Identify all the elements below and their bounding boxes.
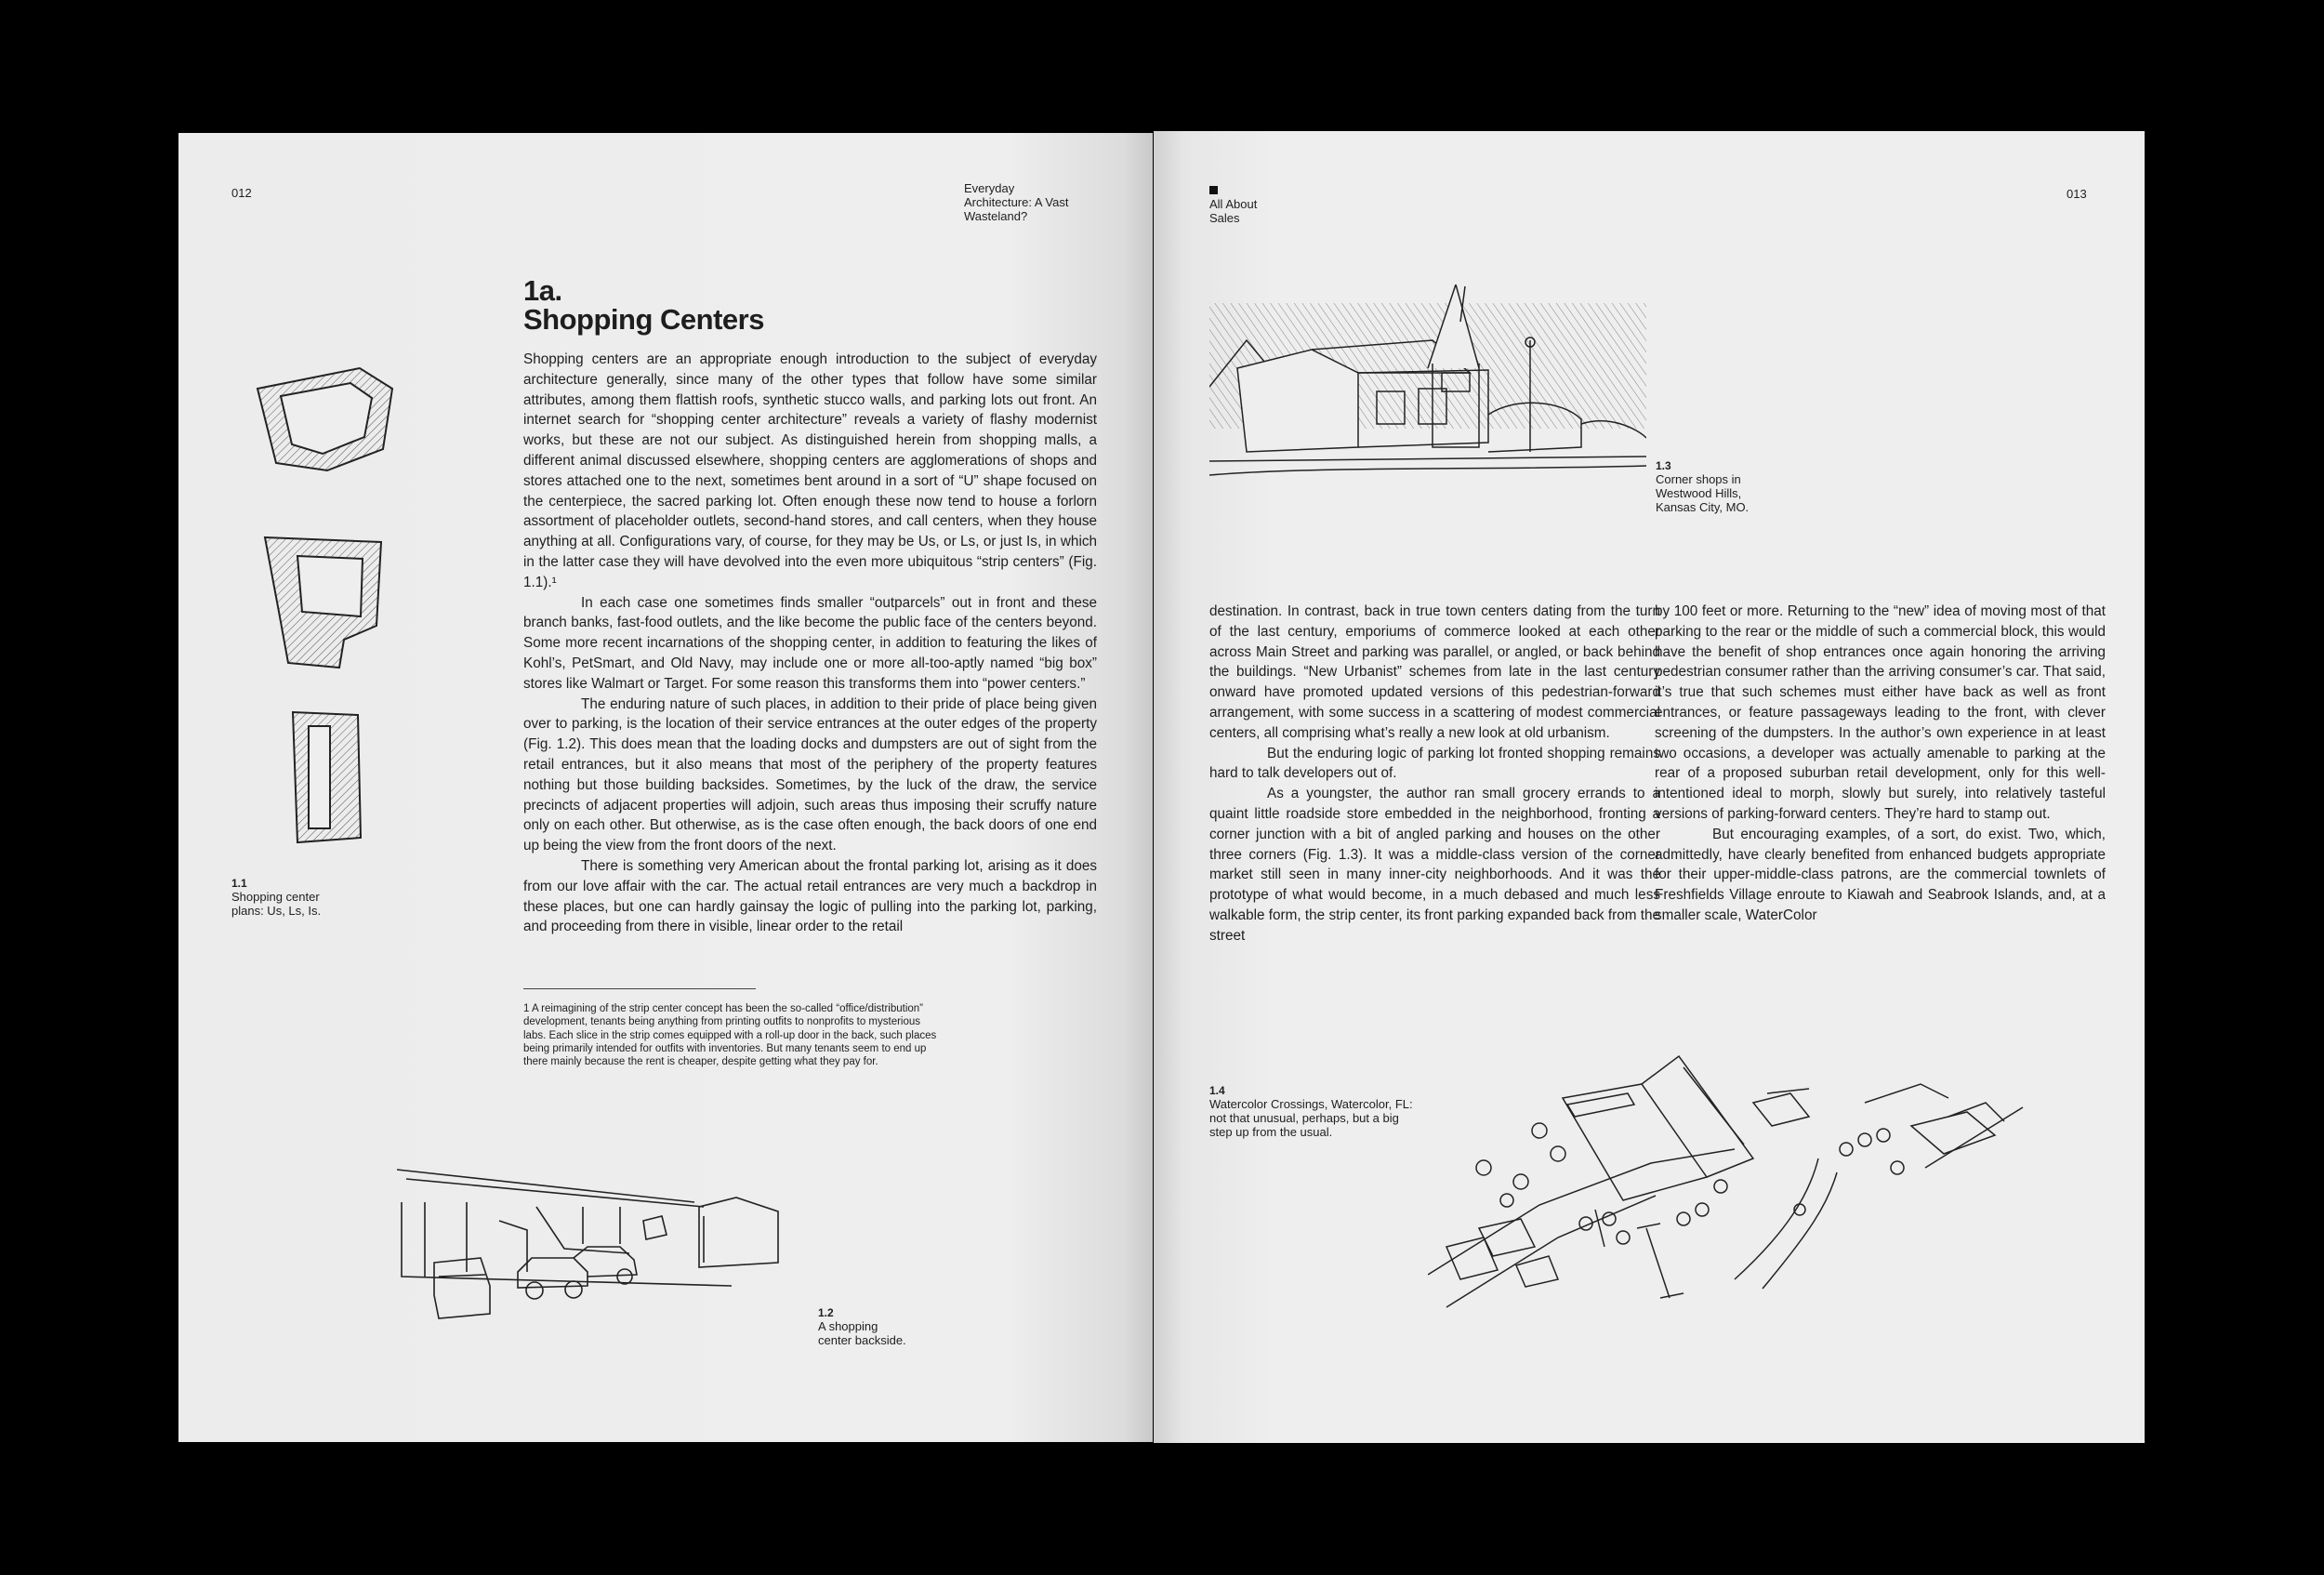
section-number: 1a. [523, 274, 562, 307]
corner-shops-sketch [1209, 285, 1646, 494]
right-column-1 [1209, 602, 1660, 946]
right-folio: 013 [2067, 187, 2087, 201]
section-marker [1209, 186, 1218, 194]
backside-sketch [397, 1165, 825, 1323]
plan-l-drawing [260, 533, 400, 672]
paragraph: But encouraging examples, of a sort, do exist. Two, which, admittedly, have clearly benefited from enhanced budgets appropriate for their upper-middle-class patrons, are the commercial townlets of Freshfields Village enroute to Kiawah and Seabrook Islands, and, at a smaller scale, WaterColor [1655, 826, 2106, 923]
left-body-text [523, 350, 1097, 937]
paragraph: But the enduring logic of parking lot fronted shopping remains hard to talk developers out of. [1209, 745, 1660, 782]
fig-1-4-caption: 1.4 Watercolor Crossings, Watercolor, FL: not that unusual, perhaps, but a big step up from the usual. [1209, 1084, 1413, 1139]
footnote-rule [523, 988, 756, 989]
left-folio: 012 [231, 186, 252, 200]
fig-1-2-caption: 1.2 A shopping center backside. [818, 1306, 906, 1347]
footnote: 1 A reimagining of the strip center concept has been the so-called “office/distribution” development, tenants being anything from printing outfits to nonprofits to mysterious labs. Each slice in the strip comes equipped with a roll-up door in the back, such places being primarily intended for outfits with inventories. But many tenants seem to end up there mainly because the rent is cheaper, despite getting what they pay for. [523, 1003, 937, 1068]
watercolor-aerial-sketch [1428, 1047, 2032, 1335]
paragraph: Shopping centers are an appropriate enough introduction to the subject of everyday architecture generally, since many of the other types that follow have some similar attributes, among them flattish roofs, synthetic stucco walls, and parking lots out front. An internet search for “shopping center architecture” reveals a variety of flashy modernist works, but these are not our subject. As distinguished herein from shopping malls, a different animal discussed elsewhere, shopping centers are agglomerations of shops and stores attached one to the next, sometimes bent around in a sort of “U” shape focused on the centerpiece, the sacred parking lot. Often enough these now tend to house a forlorn assortment of placeholder outlets, second-hand stores, and call centers, when they house anything at all. Configurations vary, of course, for they may be Us, or Ls, or just Is, in which in the latter case they will have devolved into the even more ubiquitous “strip centers” (Fig. 1.1).¹ [523, 351, 1097, 590]
left-running-head: Everyday Architecture: A Vast Wasteland? [964, 181, 1069, 223]
section-title: Shopping Centers [523, 303, 764, 336]
plan-i-drawing [288, 708, 372, 847]
right-running-head: All About Sales [1209, 197, 1258, 225]
left-page [178, 133, 1153, 1442]
fig-1-3-caption: 1.3 Corner shops in Westwood Hills, Kansas City, MO. [1656, 459, 1750, 514]
paragraph: As a youngster, the author ran small grocery errands to a quaint little roadside store embedded in the neighborhood, fronting a corner junction with a bit of angled parking and houses on the other three corners (Fig. 1.3). It was a middle-class version of the corner market still seen in many inner-city neighborhoods. And it was the prototype of what would become, in a much debased and much less walkable form, the strip center, its front parking expanded back from the street [1209, 786, 1660, 944]
paragraph: There is something very American about the frontal parking lot, arising as it does from our love affair with the car. The actual retail entrances are very much a backdrop in these places, but one can hardly gainsay the logic of pulling into the parking lot, parking, and proceeding from there in visible, linear order to the retail [523, 857, 1097, 935]
paragraph: destination. In contrast, back in true town centers dating from the turn of the last century, emporiums of commerce looked at each other across Main Street and parking was parallel, or angled, or back behind the buildings. “New Urbanist” schemes from late in the last century onward have promoted updated versions of this pedestrian-forward arrangement, with some success in a scattering of modest commercial centers, all comprising what’s really a new look at old urbanism. [1209, 603, 1660, 741]
right-column-2 [1655, 602, 2106, 926]
paragraph: by 100 feet or more. Returning to the “new” idea of moving most of that parking to the rear or the middle of such a commercial block, this would have the benefit of shop entrances once again honoring the arriving pedestrian consumer rather than the arriving consumer’s car. That said, it’s true that such schemes must either have back as well as front entrances, or feature passageways leading to the front, with clever screening of the dumpsters. In the author’s own experience in at least two occasions, a developer was actually amenable to parking at the rear of a proposed suburban retail development, only for this well-intentioned ideal to morph, slowly but surely, into relatively tasteful versions of parking-forward centers. They’re hard to stamp out. [1655, 603, 2106, 822]
paragraph: In each case one sometimes finds smaller “outparcels” out in front and these branch banks, fast-food outlets, and the like become the public face of the centers beyond. Some more recent incarnations of the shopping center, in addition to featuring the likes of Kohl’s, PetSmart, and Old Navy, may include one or more all-too-aptly named “big box” stores like Walmart or Target. For some reason this transforms them into “power centers.” [523, 594, 1097, 692]
fig-1-1-caption: 1.1 Shopping center plans: Us, Ls, Is. [231, 877, 322, 918]
plan-u-drawing [253, 361, 411, 482]
right-page [1154, 131, 2145, 1443]
paragraph: The enduring nature of such places, in addition to their pride of place being given over to parking, is the location of their service entrances at the outer edges of the property (Fig. 1.2). This does mean that the loading docks and dumpsters are out of sight from the retail entrances, but it also means that most of the periphery of the property features nothing but those building backsides. Sometimes, by the luck of the draw, the service precincts of adjacent properties will adjoin, such areas thus imposing their scruffy nature only on each other. But otherwise, as is the case often enough, the back doors of one end up being the view from the front doors of the next. [523, 695, 1097, 854]
